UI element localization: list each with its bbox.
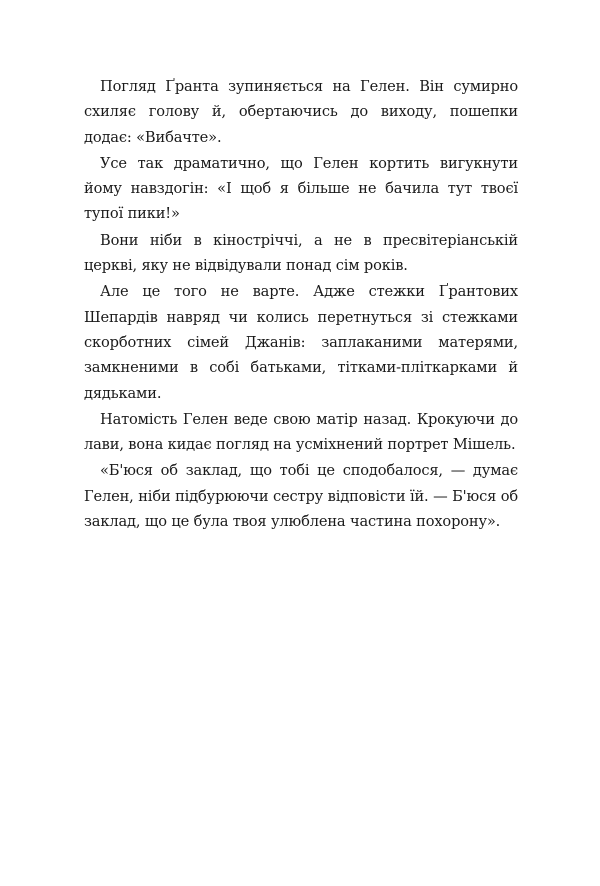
- paragraph-5: Натомість Гелен веде свою матір назад. Крокуючи до лави, вона кидає погляд на усміхнений портрет Мішель.: [84, 410, 518, 454]
- paragraph-1: Погляд Ґранта зупиняється на Гелен. Він сумирно схиляє голову й, обертаючись до виходу, пошепки додає: «Вибачте».: [84, 78, 518, 146]
- paragraph-6: «Б'юся об заклад, що тобі це сподобалося, — думає Гелен, ніби підбурюючи сестру відповісти їй. — Б'юся об заклад, що це була твоя улюблена частина похорону».: [84, 462, 518, 531]
- paragraph-2: Усе так драматично, що Гелен кортить вигукнути йому навздогін: «І щоб я більше не бачила тут твоєї тупої пики!»: [84, 154, 518, 223]
- body-text: [84, 74, 518, 535]
- paragraph-4: Але це того не варте. Адже стежки Ґрантових Шепардів навряд чи колись перетнуться зі стежками скорботних сімей Джанів: заплаканими матерями, замкненими в собі батьками, тітками-пліткарками й дядьками.: [84, 283, 518, 402]
- paragraph-3: Вони ніби в кіностріччі, а не в пресвітеріанській церкві, яку не відвідували понад сім років.: [84, 231, 518, 275]
